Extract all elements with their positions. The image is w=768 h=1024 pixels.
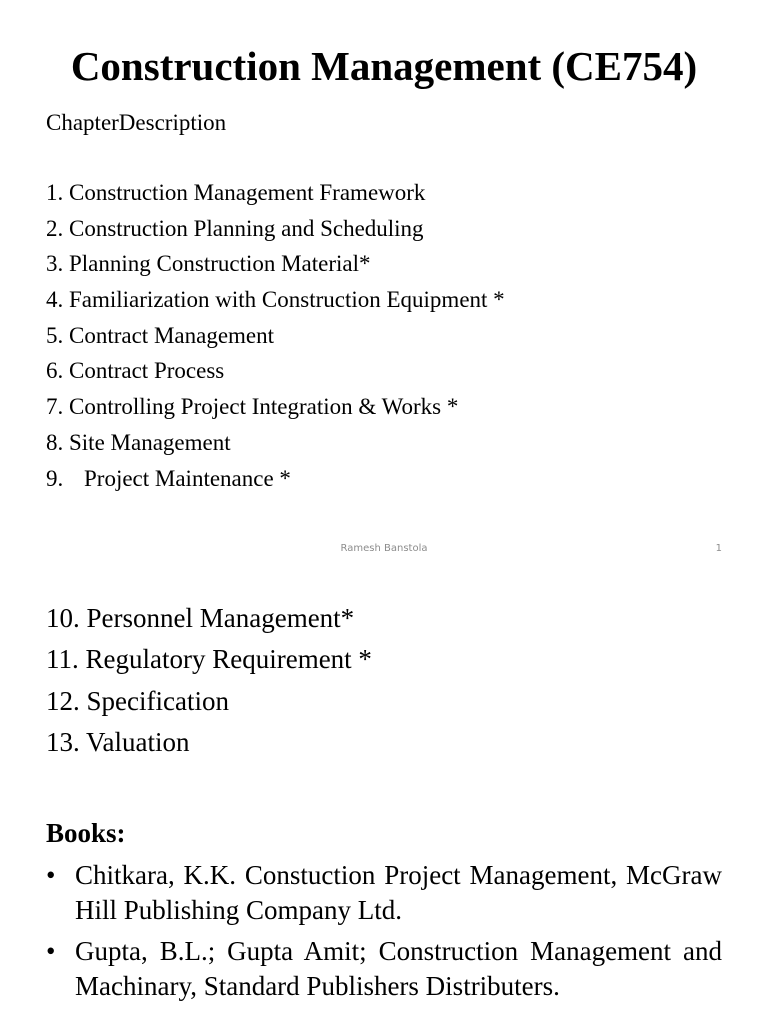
chapter-title: Site Management [69, 429, 231, 455]
chapter-number: 7. [46, 394, 64, 420]
chapter-item-13: 13. Valuation [46, 726, 190, 757]
books-list [46, 858, 722, 1010]
chapter-item-12: 12. Specification [46, 685, 229, 716]
chapter-title: Controlling Project Integration & Works * [69, 394, 459, 420]
chapter-item-1 [46, 178, 505, 214]
book-citation: Gupta, B.L.; Gupta Amit; Construction Management and Machinary, Standard Publishers Distributers. [75, 936, 722, 1001]
chapter-number: 5. [46, 322, 64, 348]
chapter-item-8 [46, 428, 505, 464]
chapter-number: 9. [46, 465, 64, 491]
books-heading: Books: [46, 818, 126, 848]
chapter-number: 1. [46, 180, 64, 205]
chapter-title: Contract Management [69, 322, 275, 348]
chapter-item-7 [46, 392, 505, 428]
chapter-number: 3. [46, 251, 64, 277]
book-item [46, 934, 722, 1004]
chapter-item-11: 11. Regulatory Requirement * [46, 644, 372, 675]
footer-author: Ramesh Banstola [340, 543, 428, 554]
chapter-number: 8. [46, 429, 64, 455]
chapter-item-4 [46, 285, 505, 321]
chapter-item-6 [46, 356, 505, 392]
chapter-number: 2. [46, 215, 64, 241]
chapter-list-continued [46, 600, 372, 765]
page-title: Construction Management (CE754) [70, 43, 698, 89]
chapter-title: Project Maintenance * [84, 465, 291, 491]
chapter-title: Construction Management Framework [69, 180, 426, 205]
footer-page-number: 1 [715, 543, 722, 554]
chapter-list [46, 178, 505, 499]
chapter-item-9 [46, 464, 505, 500]
book-item [46, 858, 722, 928]
chapter-title: Construction Planning and Scheduling [69, 215, 424, 241]
chapter-title: Planning Construction Material* [69, 251, 371, 277]
bullet-icon: • [46, 860, 56, 890]
chapter-item-3 [46, 249, 505, 285]
slide-footer [0, 543, 768, 557]
chapter-number: 4. [46, 287, 64, 313]
bullet-icon: • [46, 936, 56, 966]
chapter-item-10: 10. Personnel Management* [46, 603, 355, 633]
chapter-title: Familiarization with Construction Equipment * [69, 287, 505, 313]
chapter-title: Contract Process [69, 358, 225, 384]
chapter-item-5 [46, 321, 505, 357]
chapter-description-heading: ChapterDescription [46, 110, 227, 135]
chapter-item-2 [46, 214, 505, 250]
book-citation: Chitkara, K.K. Constuction Project Management, McGraw Hill Publishing Company Ltd. [75, 860, 722, 925]
chapter-number: 6. [46, 358, 64, 384]
